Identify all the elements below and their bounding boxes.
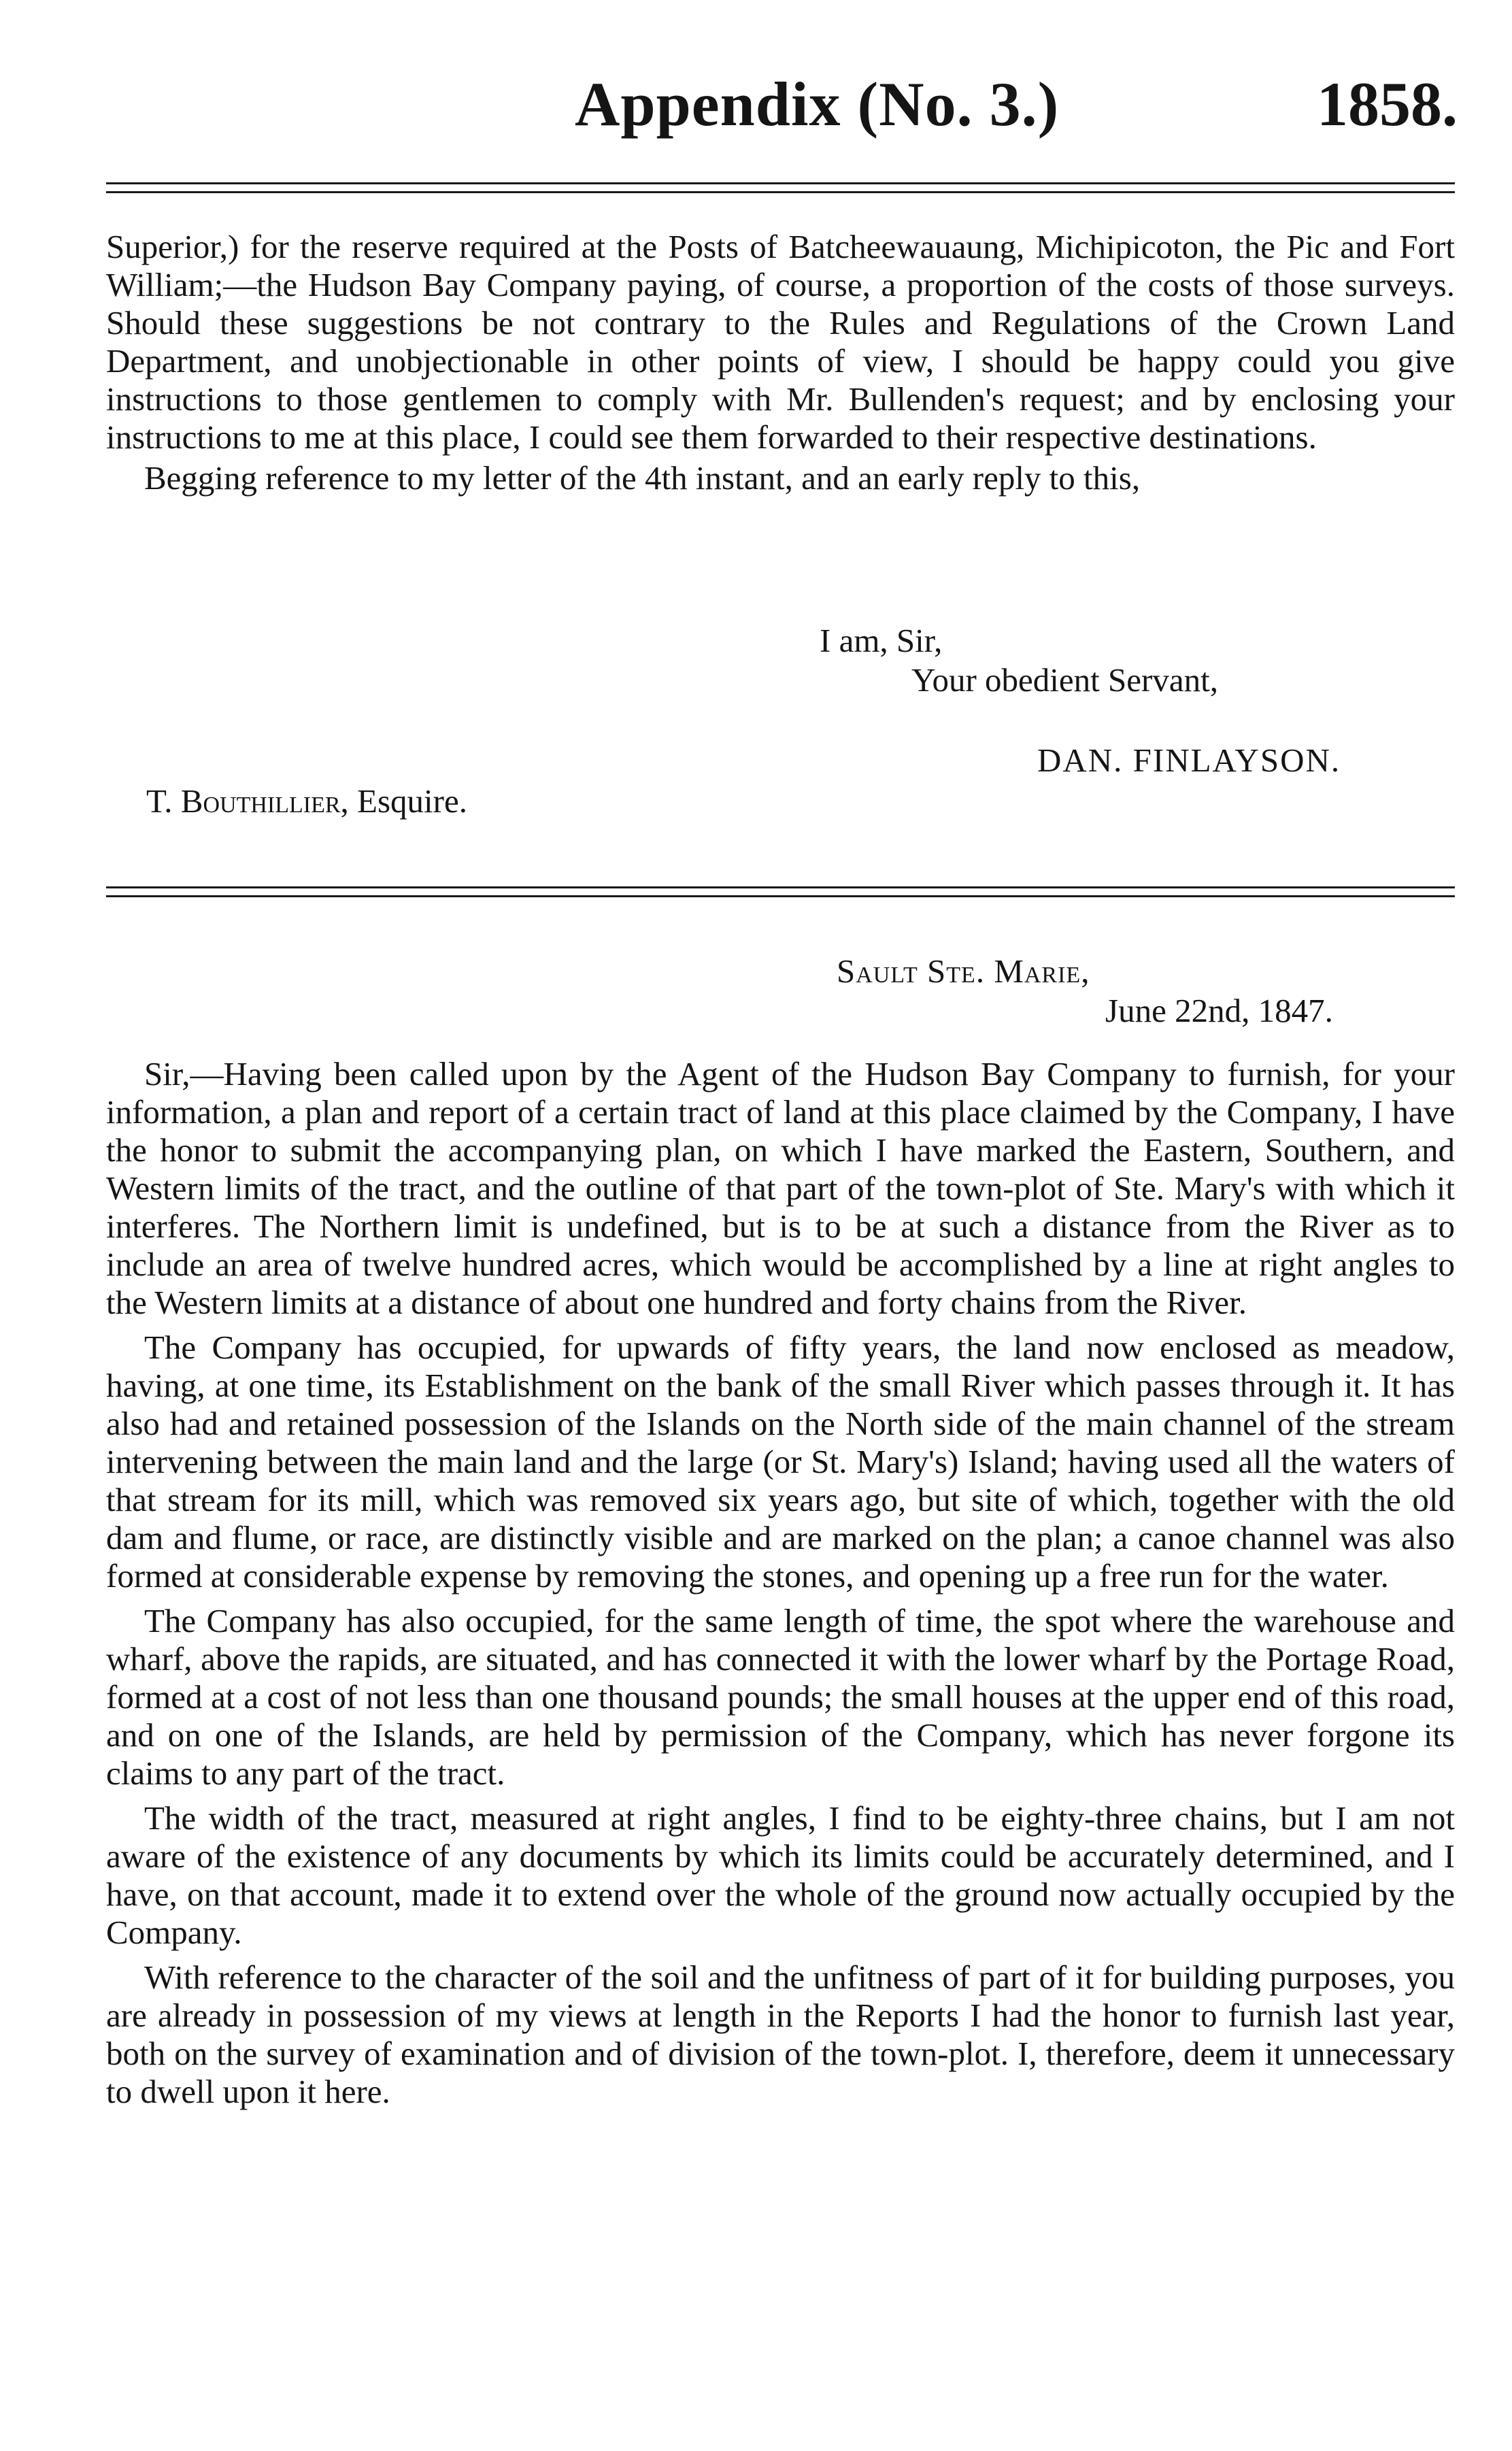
letter-one-body bbox=[106, 228, 1455, 497]
letter-one-closing-paragraph: Begging reference to my letter of the 4th instant, and an early reply to this, bbox=[144, 459, 1141, 497]
letter-one-salutation: I am, Sir, bbox=[820, 622, 943, 659]
letter-one-servant-line: Your obedient Servant, bbox=[911, 661, 1218, 699]
letter-one-addressee bbox=[146, 782, 467, 820]
letter-one-continuation-paragraph: Superior,) for the reserve required at the Posts of Batcheewauaung, Michipicoton, the Pic and Fort William;—the Hudson Bay Company paying, of course, a proportion of the costs of those surveys. Should these suggestions be not contrary to the Rules and Regulations of the Crown Land Department, and unobjectionable in other points of view, I should be happy could you give instructions to those gentlemen to comply with Mr. Bullenden's request; and by enclosing your instructions to me at this place, I could see them forwarded to their respective destinations. bbox=[106, 228, 1455, 456]
letter-one-signature: DAN. FINLAYSON. bbox=[1037, 741, 1341, 779]
letter-two-place: Sault Ste. Marie, bbox=[837, 952, 1090, 990]
letter-two-paragraph: Sir,—Having been called upon by the Agent of the Hudson Bay Company to furnish, for your information, a plan and report of a certain tract of land at this place claimed by the Company, I have the honor to submit the accompanying plan, on which I have marked the Eastern, Southern, and Western limits of the tract, and the outline of that part of the town-plot of Ste. Mary's with which it interferes. The Northern limit is undefined, but is to be at such a distance from the River as to include an area of twelve hundred acres, which would be accomplished by a line at right angles to the Western limits at a distance of about one hundred and forty chains from the River. bbox=[106, 1055, 1455, 1321]
section-double-rule bbox=[106, 886, 1455, 897]
letter-two-paragraph: With reference to the character of the soil and the unfitness of part of it for building purposes, you are already in possession of my views at length in the Reports I had the honor to furnish last year, both on the survey of examination and of division of the town-plot. I, therefore, deem it unnecessary to dwell upon it here. bbox=[106, 1958, 1455, 2110]
letter-two-date: June 22nd, 1847. bbox=[1105, 992, 1333, 1029]
header-double-rule bbox=[106, 182, 1455, 193]
letter-two-paragraph: The width of the tract, measured at right angles, I find to be eighty-three chains, but I am not aware of the existence of any documents by which its limits could be accurately determined, and I have, on that account, made it to extend over the whole of the ground now actually occupied by the Company. bbox=[106, 1799, 1455, 1951]
addressee-initial: T. bbox=[146, 782, 173, 820]
addressee-title: , Esquire. bbox=[340, 782, 467, 820]
page-title: Appendix (No. 3.) bbox=[575, 69, 1060, 139]
running-header bbox=[0, 68, 1512, 143]
page-year: 1858. bbox=[1317, 69, 1458, 139]
letter-two-paragraph: The Company has occupied, for upwards of fifty years, the land now enclosed as meadow, having, at one time, its Establishment on the bank of the small River which passes through it. It has also had and retained possession of the Islands on the North side of the main channel of the stream intervening between the main land and the large (or St. Mary's) Island; having used all the waters of that stream for its mill, which was removed six years ago, but site of which, together with the old dam and flume, or race, are distinctly visible and are marked on the plan; a canoe channel was also formed at considerable expense by removing the stones, and opening up a free run for the water. bbox=[106, 1329, 1455, 1595]
letter-two-body bbox=[106, 1055, 1455, 2111]
addressee-name: Bouthillier bbox=[180, 782, 341, 820]
letter-two-paragraph: The Company has also occupied, for the same length of time, the spot where the warehouse and wharf, above the rapids, are situated, and has connected it with the lower wharf by the Portage Road, formed at a cost of not less than one thousand pounds; the small houses at the upper end of this road, and on one of the Islands, are held by permission of the Company, which has never forgone its claims to any part of the tract. bbox=[106, 1602, 1455, 1792]
